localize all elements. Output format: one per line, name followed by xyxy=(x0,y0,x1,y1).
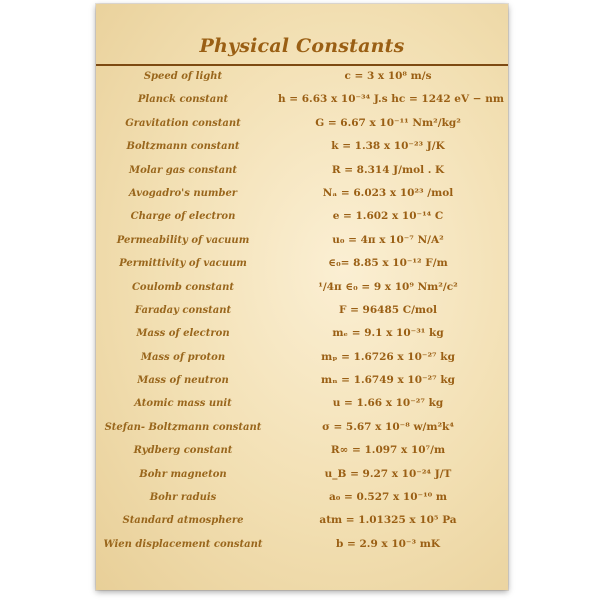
constant-name: Mass of neutron xyxy=(137,375,229,387)
constant-row xyxy=(96,90,508,113)
constant-name: Faraday constant xyxy=(134,304,232,316)
constant-name: Coulomb constant xyxy=(131,281,235,293)
constant-value: c = 3 x 10⁸ m/s xyxy=(344,70,432,82)
constant-row xyxy=(96,254,508,277)
constant-row xyxy=(96,394,508,417)
constant-value: e = 1.602 x 10⁻¹⁴ C xyxy=(332,210,444,223)
constant-row xyxy=(96,418,508,441)
constant-value: h = 6.63 x 10⁻³⁴ J.s hc = 1242 eV − nm xyxy=(278,93,504,106)
constant-value: Nₐ = 6.023 x 10²³ /mol xyxy=(322,186,454,199)
constant-name: Avogadro's number xyxy=(128,187,238,199)
constant-row xyxy=(96,371,508,394)
constant-name: Gravitation constant xyxy=(125,117,241,129)
constant-value: σ = 5.67 x 10⁻⁸ w/m²k⁴ xyxy=(322,420,454,433)
constant-name: Permeability of vacuum xyxy=(116,234,250,246)
constant-row xyxy=(96,137,508,160)
constant-value: F = 96485 C/mol xyxy=(338,303,438,316)
constant-name: Standard atmosphere xyxy=(122,515,244,527)
constant-value: R = 8.314 J/mol . K xyxy=(331,163,445,176)
constant-row xyxy=(96,488,508,511)
constant-row xyxy=(96,207,508,230)
constant-name: Mass of electron xyxy=(136,328,230,340)
constant-name: Charge of electron xyxy=(130,211,236,223)
constant-value: mₙ = 1.6749 x 10⁻²⁷ kg xyxy=(320,374,456,387)
title-divider xyxy=(96,64,508,66)
constant-row xyxy=(96,441,508,464)
constant-row xyxy=(96,161,508,184)
constant-name: Bohr raduis xyxy=(149,492,217,504)
constant-name: Stefan- Boltzmann constant xyxy=(104,421,262,433)
constant-row xyxy=(96,535,508,558)
constant-value: ¹/4π ∈₀ = 9 x 10⁹ Nm²/c² xyxy=(318,280,458,293)
constant-value: ∈₀= 8.85 x 10⁻¹² F/m xyxy=(328,257,448,270)
constant-name: Bohr magneton xyxy=(139,468,227,480)
constant-name: Molar gas constant xyxy=(129,164,237,176)
constant-row xyxy=(96,184,508,207)
constant-value: u = 1.66 x 10⁻²⁷ kg xyxy=(332,397,444,410)
poster xyxy=(96,4,508,590)
constant-value: mₚ = 1.6726 x 10⁻²⁷ kg xyxy=(321,350,455,363)
constants-list xyxy=(96,67,508,558)
constant-value: u_B = 9.27 x 10⁻²⁴ J/T xyxy=(324,467,452,480)
constant-row xyxy=(96,301,508,324)
constant-name: Permittivity of vacuum xyxy=(119,258,247,270)
constant-value: mₑ = 9.1 x 10⁻³¹ kg xyxy=(332,327,444,340)
constant-value: atm = 1.01325 x 10⁵ Pa xyxy=(319,514,457,527)
constant-value: u₀ = 4π x 10⁻⁷ N/A² xyxy=(332,233,444,246)
constant-value: k = 1.38 x 10⁻²³ J/K xyxy=(331,140,445,153)
constant-row xyxy=(96,465,508,488)
constant-name: Boltzmann constant xyxy=(126,141,240,153)
constant-row xyxy=(96,324,508,347)
constant-value: G = 6.67 x 10⁻¹¹ Nm²/kg² xyxy=(315,116,461,129)
constant-name: Mass of proton xyxy=(140,351,226,363)
constant-name: Speed of light xyxy=(143,71,223,82)
poster-title: Physical Constants xyxy=(199,35,405,57)
constant-name: Atomic mass unit xyxy=(134,398,232,410)
constant-name: Rydberg constant xyxy=(133,445,233,457)
constant-value: b = 2.9 x 10⁻³ mK xyxy=(336,537,440,550)
constant-row xyxy=(96,231,508,254)
constant-row xyxy=(96,511,508,534)
constant-value: R∞ = 1.097 x 10⁷/m xyxy=(330,444,446,457)
constant-row xyxy=(96,348,508,371)
constant-row xyxy=(96,278,508,301)
constant-name: Planck constant xyxy=(137,94,229,106)
constant-row xyxy=(96,67,508,90)
constant-value: a₀ = 0.527 x 10⁻¹⁰ m xyxy=(328,491,448,504)
constant-name: Wien displacement constant xyxy=(103,538,263,550)
constant-row xyxy=(96,114,508,137)
